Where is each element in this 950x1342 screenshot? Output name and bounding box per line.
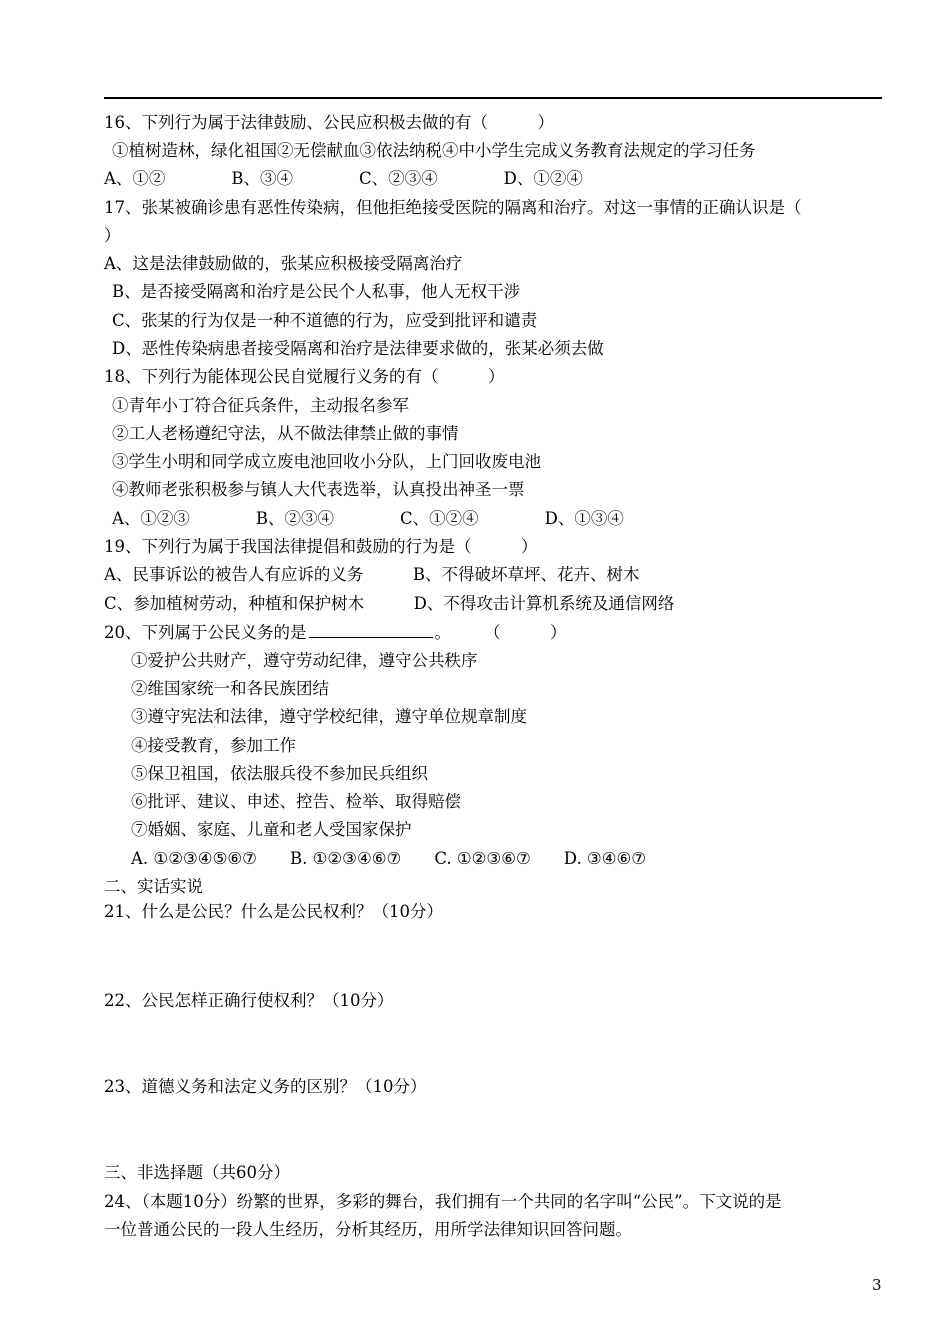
- question-20: [104, 621, 567, 644]
- question-21: 21、什么是公民？什么是公民权利？（10分）: [104, 902, 443, 921]
- question-24: 24、（本题10分）纷繁的世界，多彩的舞台，我们拥有一个共同的名字叫“公民”。下文说的是: [104, 1192, 782, 1211]
- question-20-item-6: ⑥批评、建议、申述、控告、检举、取得赔偿: [131, 792, 461, 811]
- question-20-item-4: ④接受教育，参加工作: [131, 736, 296, 755]
- question-16: 16、下列行为属于法律鼓励、公民应积极去做的有（ ）: [104, 113, 554, 132]
- answer-blank[interactable]: [309, 621, 433, 638]
- question-19-options-ab: A、民事诉讼的被告人有应诉的义务 B、不得破坏草坪、花卉、树木: [104, 565, 640, 584]
- question-16-items: ①植树造林，绿化祖国②无偿献血③依法纳税④中小学生完成义务教育法规定的学习任务: [112, 141, 756, 160]
- question-18-item-3: ③学生小明和同学成立废电池回收小分队，上门回收废电池: [112, 452, 541, 471]
- question-18-options: A、①②③ B、②③④ C、①②④ D、①③④: [112, 509, 624, 528]
- page-number: 3: [872, 1276, 882, 1294]
- section-3-heading: 三、非选择题（共60分）: [104, 1163, 290, 1182]
- question-17-option-c: C、张某的行为仅是一种不道德的行为，应受到批评和谴责: [112, 311, 538, 330]
- question-19: 19、下列行为属于我国法律提倡和鼓励的行为是（ ）: [104, 537, 538, 556]
- question-20-item-3: ③遵守宪法和法律，遵守学校纪律，遵守单位规章制度: [131, 707, 527, 726]
- question-17: 17、张某被确诊患有恶性传染病，但他拒绝接受医院的隔离和治疗。对这一事情的正确认识是（: [104, 198, 802, 217]
- question-24-continued: 一位普通公民的一段人生经历，分析其经历，用所学法律知识回答问题。: [104, 1220, 632, 1239]
- question-20-item-7: ⑦婚姻、家庭、儿童和老人受国家保护: [131, 820, 412, 839]
- question-17-option-b: B、是否接受隔离和治疗是公民个人私事，他人无权干涉: [112, 282, 521, 301]
- question-17-option-d: D、恶性传染病患者接受隔离和治疗是法律要求做的，张某必须去做: [112, 339, 604, 358]
- question-16-options: A、①② B、③④ C、②③④ D、①②④: [104, 169, 583, 188]
- question-23: 23、道德义务和法定义务的区别？（10分）: [104, 1077, 427, 1096]
- question-22: 22、公民怎样正确行使权利？（10分）: [104, 991, 394, 1010]
- header-rule: [104, 97, 882, 99]
- question-19-options-cd: C、参加植树劳动，种植和保护树木 D、不得攻击计算机系统及通信网络: [104, 594, 675, 613]
- question-20-item-5: ⑤保卫祖国，依法服兵役不参加民兵组织: [131, 764, 428, 783]
- question-20-item-2: ②维国家统一和各民族团结: [131, 679, 329, 698]
- question-20-prefix: 20、下列属于公民义务的是: [104, 623, 307, 642]
- question-18: 18、下列行为能体现公民自觉履行义务的有（ ）: [104, 367, 505, 386]
- question-20-item-1: ①爱护公共财产，遵守劳动纪律，遵守公共秩序: [131, 651, 478, 670]
- question-18-item-1: ①青年小丁符合征兵条件，主动报名参军: [112, 396, 409, 415]
- question-18-item-2: ②工人老杨遵纪守法，从不做法律禁止做的事情: [112, 424, 459, 443]
- question-17-option-a: A、这是法律鼓励做的，张某应积极接受隔离治疗: [104, 254, 463, 273]
- question-17-bracket: ）: [104, 226, 121, 245]
- question-20-options: A. ①②③④⑤⑥⑦ B. ①②③④⑥⑦ C. ①②③⑥⑦ D. ③④⑥⑦: [131, 849, 647, 868]
- section-2-heading: 二、实话实说: [104, 877, 203, 896]
- question-20-suffix: 。 （ ）: [434, 623, 567, 642]
- question-18-item-4: ④教师老张积极参与镇人大代表选举，认真投出神圣一票: [112, 480, 525, 499]
